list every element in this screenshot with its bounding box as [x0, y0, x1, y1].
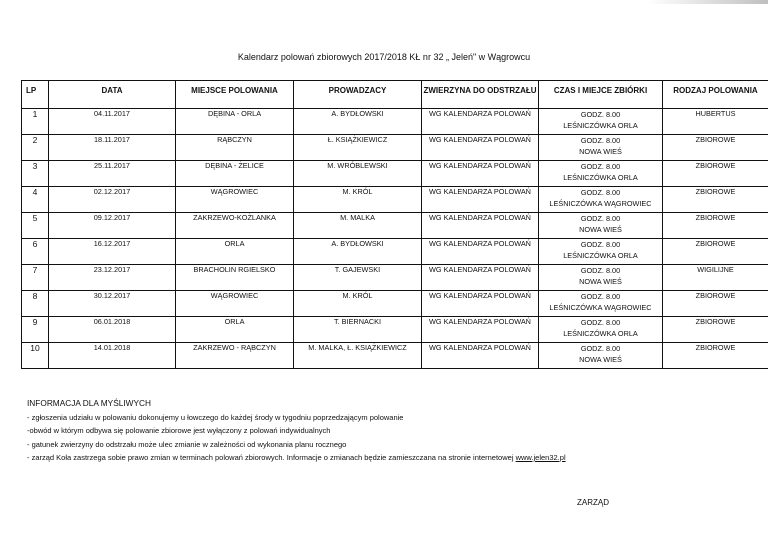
- row-leader: M. WRÓBLEWSKI: [294, 161, 422, 187]
- row-game: WG KALENDARZA POLOWAŃ: [422, 265, 539, 291]
- row-type: ZBIOROWE: [663, 187, 768, 213]
- row-meeting: [539, 265, 663, 291]
- table-row: [22, 187, 768, 213]
- row-meeting-time: GODZ. 8.00: [580, 136, 621, 145]
- hunting-calendar-table: [21, 80, 768, 369]
- row-type: WIGILIJNE: [663, 265, 768, 291]
- info-title: INFORMACJA DLA MYŚLIWYCH: [27, 398, 152, 408]
- row-lp: 4: [22, 187, 49, 213]
- table-row: [22, 343, 768, 369]
- row-meeting-place: LEŚNICZÓWKA ORLA: [563, 329, 638, 338]
- row-meeting-place: LEŚNICZÓWKA ORLA: [563, 121, 638, 130]
- row-place: WĄGROWIEC: [176, 291, 294, 317]
- row-meeting-time: GODZ. 8.00: [580, 318, 621, 327]
- row-date: 09.12.2017: [49, 213, 176, 239]
- row-game: WG KALENDARZA POLOWAŃ: [422, 161, 539, 187]
- scan-edge-shadow: [648, 0, 768, 4]
- table-row: [22, 265, 768, 291]
- row-lp: 5: [22, 213, 49, 239]
- row-meeting-place: LEŚNICZÓWKA ORLA: [563, 251, 638, 260]
- row-type: ZBIOROWE: [663, 161, 768, 187]
- row-meeting: [539, 317, 663, 343]
- row-type: HUBERTUS: [663, 109, 768, 135]
- row-meeting-time: GODZ. 8.00: [580, 292, 621, 301]
- row-meeting: [539, 187, 663, 213]
- row-meeting: [539, 343, 663, 369]
- row-game: WG KALENDARZA POLOWAŃ: [422, 109, 539, 135]
- row-date: 04.11.2017: [49, 109, 176, 135]
- row-type: ZBIOROWE: [663, 213, 768, 239]
- info-line-1: - zgłoszenia udziału w polowaniu dokonujemy u łowczego do każdej środy w tygodniu poprzedzającym polowanie: [27, 412, 404, 422]
- row-meeting: [539, 109, 663, 135]
- document-title: Kalendarz polowań zbiorowych 2017/2018 KŁ nr 32 „ Jeleń" w Wągrowcu: [237, 52, 531, 62]
- board-signature: ZARZĄD: [577, 498, 609, 507]
- row-place: ORLA: [176, 317, 294, 343]
- hunter-information: [27, 397, 566, 465]
- row-place: ZAKRZEWO-KOŻLANKA: [176, 213, 294, 239]
- header-prowadzacy: PROWADZACY: [294, 81, 422, 109]
- row-meeting-place: NOWA WIEŚ: [579, 225, 622, 234]
- website-link[interactable]: www.jelen32.pl: [515, 453, 566, 462]
- row-place: ORLA: [176, 239, 294, 265]
- row-place: BRACHOLIN RGIELSKO: [176, 265, 294, 291]
- row-game: WG KALENDARZA POLOWAŃ: [422, 239, 539, 265]
- table-row: [22, 291, 768, 317]
- row-place: ZAKRZEWO - RĄBCZYN: [176, 343, 294, 369]
- row-leader: M. MALKA, Ł. KSIĄŻKIEWICZ: [294, 343, 422, 369]
- header-zwierzyna: ZWIERZYNA DO ODSTRZAŁU: [422, 81, 539, 109]
- row-lp: 7: [22, 265, 49, 291]
- row-date: 14.01.2018: [49, 343, 176, 369]
- row-lp: 6: [22, 239, 49, 265]
- row-meeting-time: GODZ. 8.00: [580, 188, 621, 197]
- row-game: WG KALENDARZA POLOWAŃ: [422, 317, 539, 343]
- row-meeting-time: GODZ. 8.00: [580, 110, 621, 119]
- row-lp: 1: [22, 109, 49, 135]
- header-czas: CZAS I MIEJCE ZBIÓRKI: [539, 81, 663, 109]
- row-game: WG KALENDARZA POLOWAŃ: [422, 213, 539, 239]
- row-game: WG KALENDARZA POLOWAŃ: [422, 187, 539, 213]
- row-meeting-time: GODZ. 8.00: [580, 240, 621, 249]
- row-date: 16.12.2017: [49, 239, 176, 265]
- row-leader: M. KRÓL: [294, 291, 422, 317]
- info-line-3: - gatunek zwierzyny do odstrzału może ulec zmianie w zależności od wykonania planu rocznego: [27, 439, 347, 449]
- row-date: 02.12.2017: [49, 187, 176, 213]
- row-meeting-time: GODZ. 8.00: [580, 214, 621, 223]
- row-game: WG KALENDARZA POLOWAŃ: [422, 291, 539, 317]
- row-place: WĄGROWIEC: [176, 187, 294, 213]
- row-place: DĘBINA - ORLA: [176, 109, 294, 135]
- row-meeting-place: LEŚNICZÓWKA ORLA: [563, 173, 638, 182]
- row-leader: M. MALKA: [294, 213, 422, 239]
- row-type: ZBIOROWE: [663, 291, 768, 317]
- row-leader: A. BYDŁOWSKI: [294, 239, 422, 265]
- table-row: [22, 109, 768, 135]
- header-rodzaj: RODZAJ POLOWANIA: [663, 81, 768, 109]
- row-meeting-place: LEŚNICZÓWKA WĄGROWIEC: [549, 199, 652, 208]
- row-place: RĄBCZYN: [176, 135, 294, 161]
- row-lp: 3: [22, 161, 49, 187]
- row-meeting: [539, 161, 663, 187]
- row-lp: 8: [22, 291, 49, 317]
- row-type: ZBIOROWE: [663, 239, 768, 265]
- row-date: 30.12.2017: [49, 291, 176, 317]
- row-lp: 2: [22, 135, 49, 161]
- info-line-4-text: - zarząd Koła zastrzega sobie prawo zmian w terminach polowań zbiorowych. Informacje o zmianach będzie zamieszczana na stronie internetowej: [27, 453, 516, 462]
- row-date: 23.12.2017: [49, 265, 176, 291]
- row-meeting: [539, 213, 663, 239]
- header-miejsce: MIEJSCE POLOWANIA: [176, 81, 294, 109]
- row-date: 18.11.2017: [49, 135, 176, 161]
- header-lp: LP: [22, 81, 49, 109]
- row-place: DĘBINA - ŻELICE: [176, 161, 294, 187]
- row-type: ZBIOROWE: [663, 135, 768, 161]
- table-row: [22, 161, 768, 187]
- row-meeting: [539, 291, 663, 317]
- row-meeting-place: NOWA WIEŚ: [579, 147, 622, 156]
- row-leader: Ł. KSIĄŻKIEWICZ: [294, 135, 422, 161]
- row-lp: 10: [22, 343, 49, 369]
- row-leader: T. GAJEWSKI: [294, 265, 422, 291]
- row-type: ZBIOROWE: [663, 317, 768, 343]
- row-meeting: [539, 135, 663, 161]
- info-line-2: -obwód w którym odbywa się polowanie zbiorowe jest wyłączony z polowań indywidualnych: [27, 426, 331, 435]
- row-meeting-time: GODZ. 8.00: [580, 344, 621, 353]
- row-leader: A. BYDŁOWSKI: [294, 109, 422, 135]
- row-meeting-place: NOWA WIEŚ: [579, 277, 622, 286]
- table-row: [22, 317, 768, 343]
- table-row: [22, 135, 768, 161]
- row-game: WG KALENDARZA POLOWAŃ: [422, 343, 539, 369]
- row-date: 25.11.2017: [49, 161, 176, 187]
- row-type: ZBIOROWE: [663, 343, 768, 369]
- table-row: [22, 239, 768, 265]
- row-meeting-time: GODZ. 8.00: [580, 162, 621, 171]
- row-meeting-place: LEŚNICZÓWKA WĄGROWIEC: [549, 303, 652, 312]
- row-leader: M. KRÓL: [294, 187, 422, 213]
- row-lp: 9: [22, 317, 49, 343]
- row-leader: T. BIERNACKI: [294, 317, 422, 343]
- header-data: DATA: [49, 81, 176, 109]
- row-date: 06.01.2018: [49, 317, 176, 343]
- row-meeting: [539, 239, 663, 265]
- row-game: WG KALENDARZA POLOWAŃ: [422, 135, 539, 161]
- table-header-row: [22, 81, 768, 109]
- table-row: [22, 213, 768, 239]
- row-meeting-time: GODZ. 8.00: [580, 266, 621, 275]
- info-line-4: [27, 451, 566, 465]
- row-meeting-place: NOWA WIEŚ: [579, 355, 622, 364]
